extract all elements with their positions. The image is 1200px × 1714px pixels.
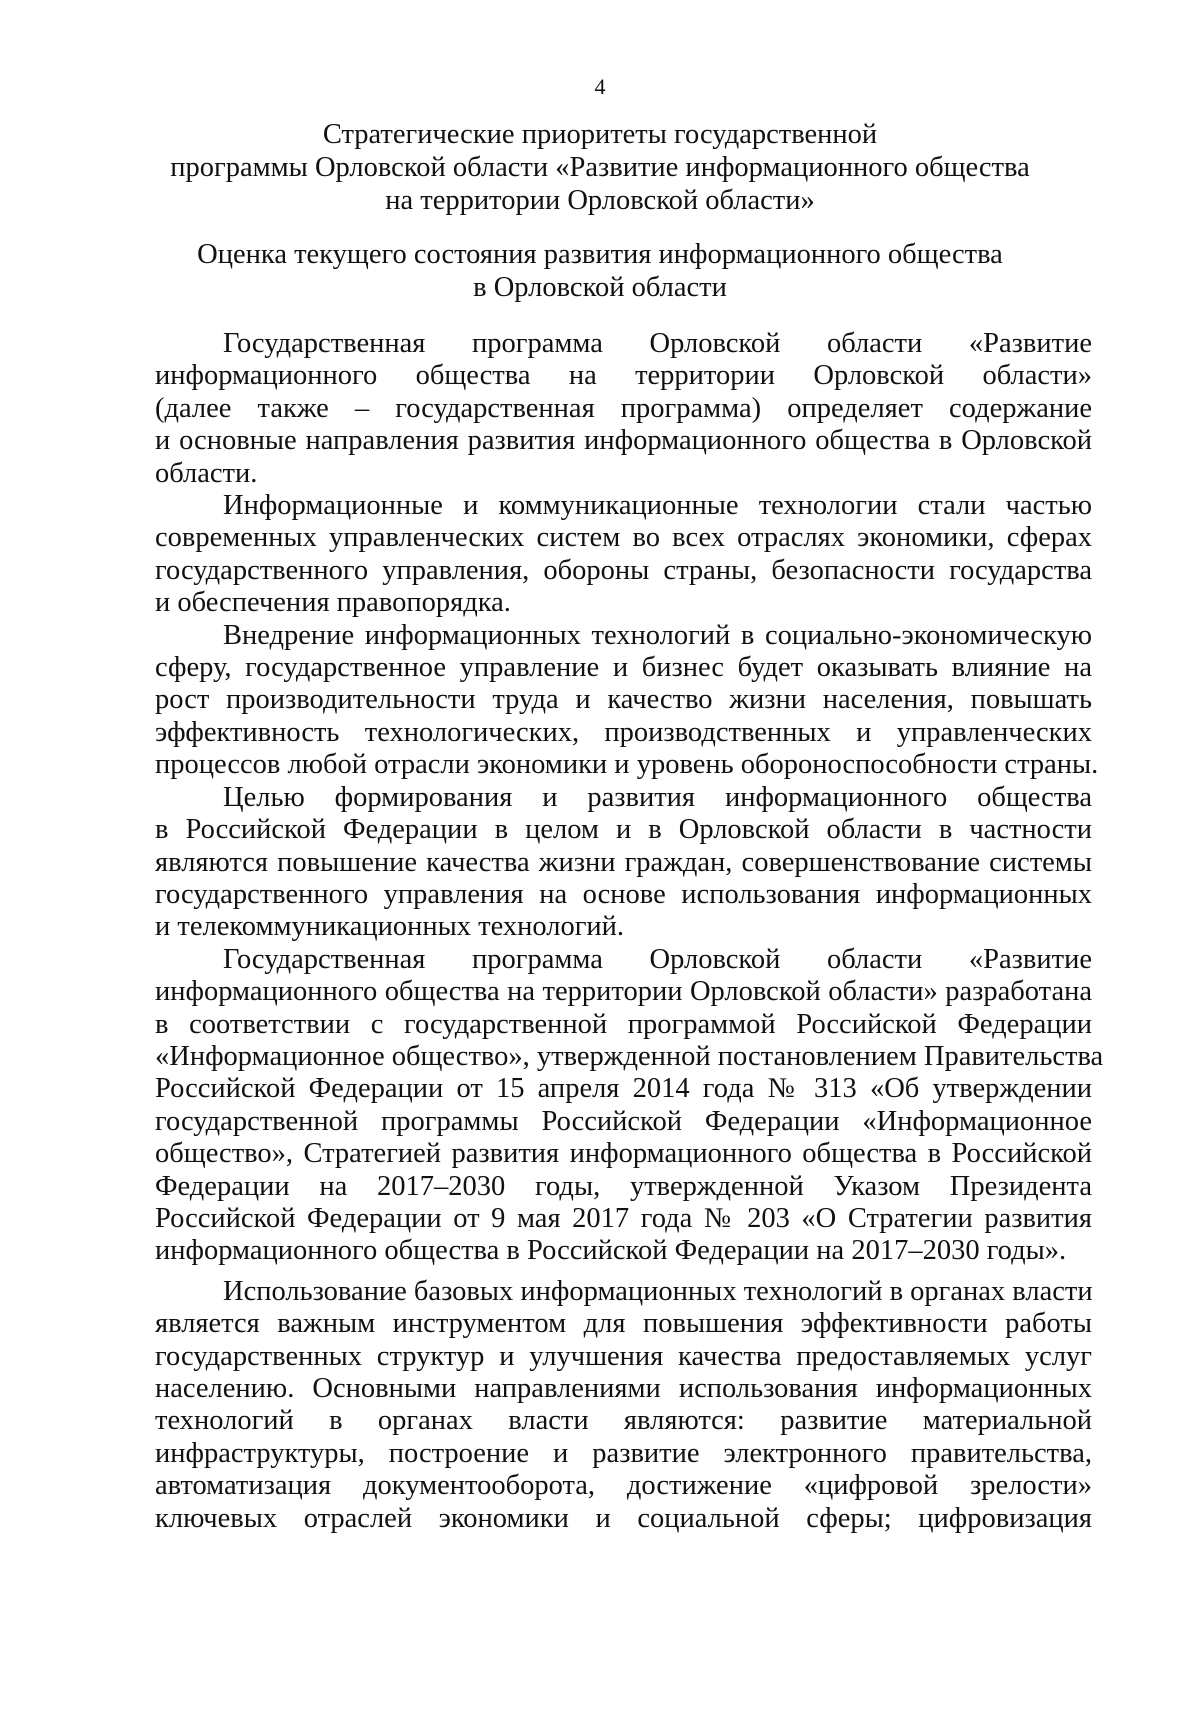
paragraph-line: Целью формирования и развития информационного общества — [223, 781, 1092, 813]
paragraph-line: инфраструктуры, построение и развитие электронного правительства, — [155, 1437, 1092, 1469]
paragraph-line: «Информационное общество», утвержденной постановлением Правительства — [155, 1040, 1104, 1072]
paragraph-line: государственного управления на основе использования информационных — [155, 878, 1092, 910]
subtitle-line: Оценка текущего состояния развития информационного общества — [197, 239, 1003, 270]
paragraph-line: Российской Федерации от 9 мая 2017 года № 203 «О Стратегии развития — [155, 1202, 1092, 1234]
paragraph-line: технологий в органах власти являются: развитие материальной — [155, 1405, 1092, 1437]
document-title — [150, 118, 1050, 217]
title-line: Стратегические приоритеты государственной — [322, 119, 878, 150]
paragraph-line: Российской Федерации от 15 апреля 2014 года № 313 «Об утверждении — [155, 1073, 1092, 1105]
paragraph-line: современных управленческих систем во всех отраслях экономики, сферах — [155, 522, 1092, 554]
paragraph-line: процессов любой отрасли экономики и уровень обороноспособности страны. — [155, 749, 1099, 781]
paragraph-line: информационного общества в Российской Федерации на 2017–2030 годы». — [155, 1235, 1067, 1267]
paragraph-line: Использование базовых информационных технологий в органах власти — [223, 1275, 1093, 1307]
paragraph-line: Государственная программа Орловской области «Развитие — [223, 328, 1092, 359]
paragraph-line: Федерации на 2017–2030 годы, утвержденной Указом Президента — [155, 1170, 1092, 1202]
paragraph-line: являются повышение качества жизни граждан, совершенствование системы — [155, 846, 1092, 878]
paragraph-line: ключевых отраслей экономики и социальной сферы; цифровизация — [155, 1502, 1092, 1534]
section-subtitle — [150, 238, 1050, 304]
paragraph-line: сферу, государственное управление и бизнес будет оказывать влияние на — [155, 652, 1092, 684]
paragraph-line: информационного общества на территории Орловской области» разработана — [155, 976, 1092, 1008]
paragraph-line: и обеспечения правопорядка. — [155, 587, 511, 619]
paragraph-line: (далее также – государственная программа) определяет содержание — [155, 392, 1092, 424]
title-line: на территории Орловской области» — [385, 185, 815, 216]
paragraph-line: населению. Основными направлениями использования информационных — [155, 1373, 1092, 1404]
document-body — [155, 328, 1104, 1535]
paragraph — [155, 943, 1104, 1268]
paragraph-line: рост производительности труда и качество жизни населения, повышать — [155, 684, 1092, 716]
paragraph-line: в соответствии с государственной программой Российской Федерации — [155, 1008, 1092, 1040]
paragraph-line: в Российской Федерации в целом и в Орловской области в частности — [155, 814, 1092, 846]
subtitle-line: в Орловской области — [473, 272, 727, 303]
paragraph — [155, 619, 1099, 782]
paragraph-line: области. — [155, 457, 258, 489]
paragraph-line: государственного управления, обороны страны, безопасности государства — [155, 554, 1092, 586]
paragraph-line: государственных структур и улучшения качества предоставляемых услуг — [155, 1340, 1092, 1372]
paragraph-line: автоматизация документооборота, достижение «цифровой зрелости» — [155, 1470, 1092, 1502]
paragraph-line: общество», Стратегией развития информационного общества в Российской — [155, 1138, 1092, 1170]
title-line: программы Орловской области «Развитие информационного общества — [170, 152, 1030, 183]
paragraph-line: и телекоммуникационных технологий. — [155, 911, 625, 943]
paragraph — [155, 490, 1092, 620]
paragraph-line: Внедрение информационных технологий в социально-экономическую — [223, 619, 1092, 651]
paragraph-line: Государственная программа Орловской области «Развитие — [223, 943, 1092, 975]
paragraph-line: эффективность технологических, производственных и управленческих — [155, 716, 1092, 748]
paragraph-line: информационного общества на территории Орловской области» — [155, 360, 1092, 392]
paragraph — [155, 328, 1092, 490]
paragraph-line: и основные направления развития информационного общества в Орловской — [155, 425, 1092, 457]
paragraph — [155, 782, 1092, 944]
page-number: 4 — [594, 74, 606, 99]
paragraph-line: государственной программы Российской Федерации «Информационное — [155, 1105, 1092, 1137]
paragraph-line: Информационные и коммуникационные технологии стали частью — [223, 490, 1092, 522]
paragraph — [155, 1276, 1092, 1535]
paragraph-line: является важным инструментом для повышения эффективности работы — [155, 1308, 1092, 1340]
